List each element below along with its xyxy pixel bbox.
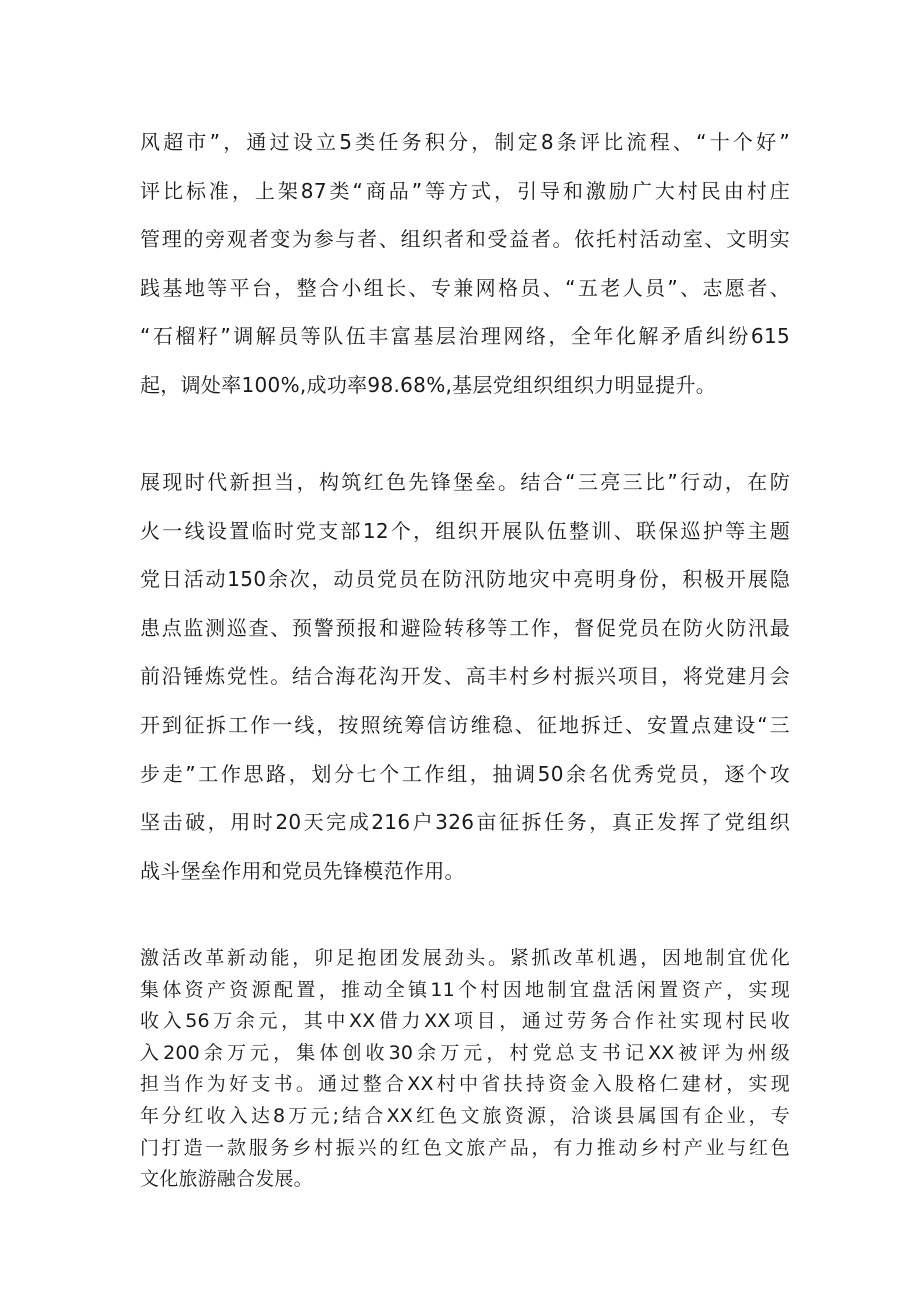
paragraph-1 xyxy=(140,118,790,409)
text-line: 展现时代新担当，构筑红色先锋堡垒。结合“三亮三比”行动，在防 xyxy=(140,470,790,494)
text-line: 年分红收入达8万元;结合XX红色文旅资源，洽谈县属国有企业，专 xyxy=(140,1104,790,1127)
text-line: 评比标准，上架87类“商品”等方式，引导和激励广大村民由村庄 xyxy=(140,178,790,203)
text-line: 起，调处率100%,成功率98.68%,基层党组织组织力明显提升。 xyxy=(140,372,717,397)
text-line: 火一线设置临时党支部12个，组织开展队伍整训、联保巡护等主题 xyxy=(140,518,790,543)
text-line: 管理的旁观者变为参与者、组织者和受益者。依托村活动室、文明实 xyxy=(140,227,790,251)
text-line: 收入56万余元，其中XX借力XX项目，通过劳务合作社实现村民收 xyxy=(140,1010,790,1033)
text-line: 党日活动150余次，动员党员在防汛防地灾中亮明身份，积极开展隐 xyxy=(140,567,790,592)
text-line: 战斗堡垒作用和党员先锋模范作用。 xyxy=(140,858,465,883)
paragraph-3 xyxy=(140,943,790,1196)
text-line: “石榴籽”调解员等队伍丰富基层治理网络，全年化解矛盾纠纷615 xyxy=(140,324,790,348)
paragraph-2 xyxy=(140,458,790,895)
text-line: 践基地等平台，整合小组长、专兼网格员、“五老人员”、志愿者、 xyxy=(140,275,790,300)
text-line: 坚击破，用时20天完成216户326亩征拆任务，真正发挥了党组织 xyxy=(140,810,790,835)
text-line: 门打造一款服务乡村振兴的红色文旅产品，有力推动乡村产业与红色 xyxy=(140,1136,790,1159)
text-line: 步走”工作思路，划分七个工作组，抽调50余名优秀党员，逐个攻 xyxy=(140,761,790,786)
text-line: 担当作为好支书。通过整合XX村中省扶持资金入股格仁建材，实现 xyxy=(140,1073,790,1096)
text-line: 入200余万元，集体创收30余万元，村党总支书记XX被评为州级 xyxy=(140,1041,790,1064)
text-line: 风超市”，通过设立5类任务积分，制定8条评比流程、“十个好” xyxy=(140,130,790,154)
text-line: 集体资产资源配置，推动全镇11个村因地制宜盘活闲置资产，实现 xyxy=(140,978,790,1001)
text-line: 激活改革新动能，卯足抱团发展劲头。紧抓改革机遇，因地制宜优化 xyxy=(140,947,790,969)
text-line: 开到征拆工作一线，按照统筹信访维稳、征地拆迁、安置点建设“三 xyxy=(140,712,790,737)
text-line: 前沿锤炼党性。结合海花沟开发、高丰村乡村振兴项目，将党建月会 xyxy=(140,664,790,689)
text-line: 文化旅游融合发展。 xyxy=(140,1168,313,1191)
text-line: 患点监测巡查、预警预报和避险转移等工作，督促党员在防火防汛最 xyxy=(140,615,790,640)
